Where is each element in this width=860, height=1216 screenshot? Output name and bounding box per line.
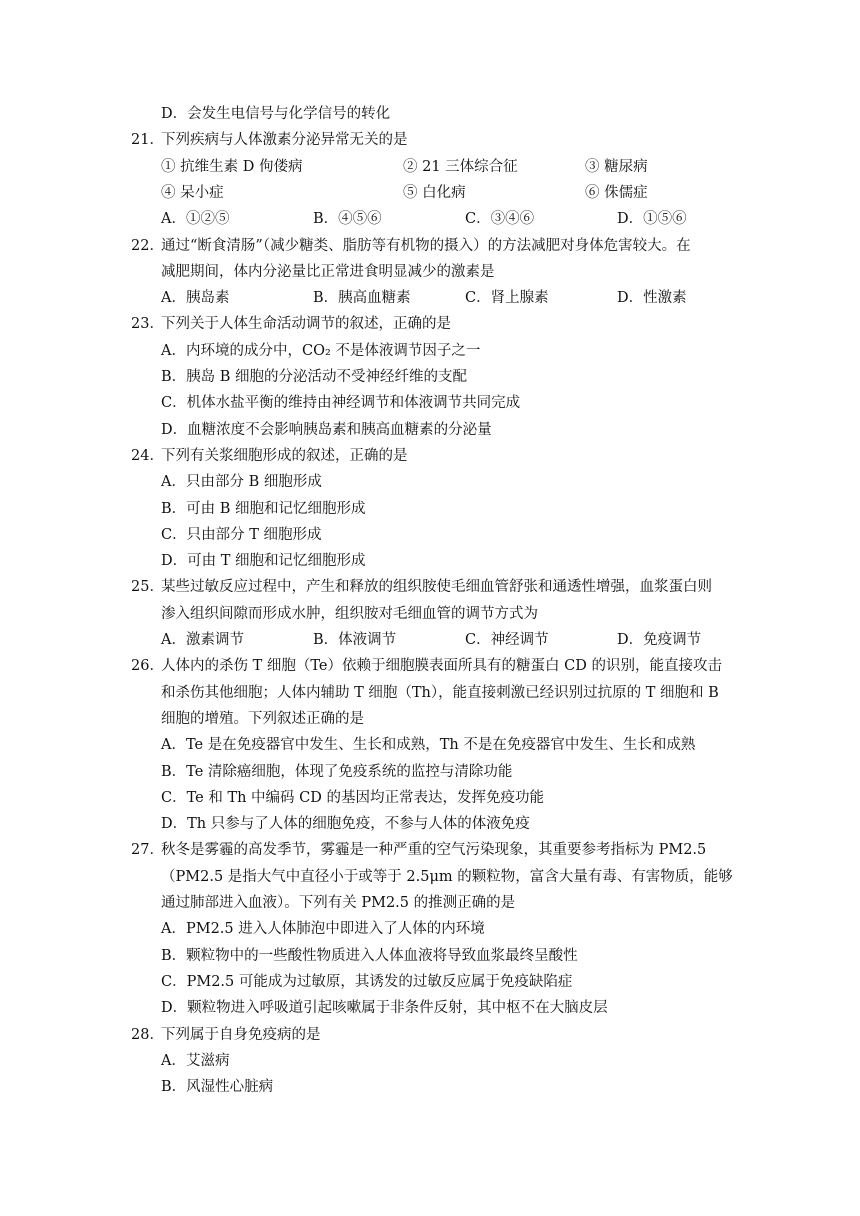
text-line [0,788,860,808]
text-line [0,972,860,992]
question-number: 21． [131,132,164,148]
text-line [0,183,860,203]
text-line [0,893,860,913]
text-line [0,341,860,361]
question-stem-continued: 渗入组织间隙而形成水肿，组织胺对毛细血管的调节方式为 [161,606,538,622]
answer-option: C．Te 和 Th 中编码 CD 的基因均正常表达，发挥免疫功能 [161,790,544,806]
answer-option: C．只由部分 T 细胞形成 [161,527,322,543]
text-line [0,814,860,834]
question-stem-continued: 减肥期间，体内分泌量比正常进食明显减少的激素是 [161,264,495,280]
text-line [0,998,860,1018]
question-stem: 通过“断食清肠”（减少糖类、脂肪等有机物的摄入）的方法减肥对身体危害较大。在 [161,238,691,254]
answer-option: A．激素调节 [161,632,244,648]
question-stem-continued: （PM2.5 是指大气中直径小于或等于 2.5μm 的颗粒物，富含大量有毒、有害物质，能够 [161,869,733,885]
text-line [0,130,860,150]
listed-item: ⑤ 白化病 [403,185,466,201]
answer-option: A．艾滋病 [161,1053,230,1069]
text-line [0,840,860,860]
listed-item: ③ 糖尿病 [585,159,648,175]
answer-option: C．神经调节 [465,632,549,648]
text-line [0,472,860,492]
text-line [0,946,860,966]
question-stem: 人体内的杀伤 T 细胞（Te）依赖于细胞膜表面所具有的糖蛋白 CD 的识别，能直接攻击 [161,658,722,674]
answer-option: A．内环境的成分中，CO₂ 不是体液调节因子之一 [161,343,481,359]
question-number: 22． [131,238,164,254]
text-line [0,1025,860,1045]
question-number: 25． [131,579,164,595]
question-stem: 下列有关浆细胞形成的叙述，正确的是 [161,448,408,464]
question-stem: 下列关于人体生命活动调节的叙述，正确的是 [161,316,451,332]
text-line [0,393,860,413]
text-line [0,656,860,676]
answer-option: D．可由 T 细胞和记忆细胞形成 [161,553,366,569]
answer-option: C．肾上腺素 [465,290,549,306]
question-number: 23． [131,316,164,332]
answer-option: D．会发生电信号与化学信号的转化 [161,106,391,122]
answer-option: B．胰岛 B 细胞的分泌活动不受神经纤维的支配 [161,369,468,385]
text-line [0,288,860,308]
answer-option: D．免疫调节 [617,632,702,648]
text-line [0,1051,860,1071]
text-line [0,551,860,571]
text-line [0,367,860,387]
text-line [0,867,860,887]
text-line [0,604,860,624]
listed-item: ⑥ 侏儒症 [585,185,648,201]
answer-option: D．性激素 [617,290,687,306]
answer-option: B．风湿性心脏病 [161,1079,274,1095]
text-line [0,499,860,519]
listed-item: ① 抗维生素 D 佝偻病 [161,159,303,175]
answer-option: B．④⑤⑥ [313,211,382,227]
text-line [0,525,860,545]
text-line [0,919,860,939]
text-line [0,157,860,177]
answer-option: B．胰高血糖素 [313,290,411,306]
text-line [0,735,860,755]
question-stem: 下列疾病与人体激素分泌异常无关的是 [161,132,408,148]
answer-option: C．机体水盐平衡的维持由神经调节和体液调节共同完成 [161,395,521,411]
answer-option: A．胰岛素 [161,290,230,306]
answer-option: B．可由 B 细胞和记忆细胞形成 [161,501,366,517]
answer-option: A．PM2.5 进入人体肺泡中即进入了人体的内环境 [161,921,485,937]
text-line [0,709,860,729]
text-line [0,262,860,282]
listed-item: ② 21 三体综合征 [403,159,518,175]
answer-option: A．Te 是在免疫器官中发生、生长和成熟，Th 不是在免疫器官中发生、生长和成熟 [161,737,696,753]
answer-option: C．PM2.5 可能成为过敏原，其诱发的过敏反应属于免疫缺陷症 [161,974,573,990]
question-number: 26． [131,658,164,674]
question-stem-continued: 和杀伤其他细胞；人体内辅助 T 细胞（Th），能直接刺激已经识别过抗原的 T 细胞和 B [161,685,719,701]
text-line [0,236,860,256]
answer-option: B．体液调节 [313,632,397,648]
answer-option: A．①②⑤ [161,211,230,227]
question-stem-continued: 通过肺部进入血液）。下列有关 PM2.5 的推测正确的是 [161,895,516,911]
text-line [0,420,860,440]
text-line [0,209,860,229]
answer-option: B．颗粒物中的一些酸性物质进入人体血液将导致血浆最终呈酸性 [161,948,578,964]
text-line [0,1077,860,1097]
question-stem: 某些过敏反应过程中，产生和释放的组织胺使毛细血管舒张和通透性增强，血浆蛋白则 [161,579,712,595]
question-number: 27． [131,842,164,858]
answer-option: B．Te 清除癌细胞，体现了免疫系统的监控与清除功能 [161,764,513,780]
text-line [0,762,860,782]
question-stem: 下列属于自身免疫病的是 [161,1027,321,1043]
question-stem: 秋冬是雾霾的高发季节，雾霾是一种严重的空气污染现象，其重要参考指标为 PM2.5 [161,842,707,858]
answer-option: D．颗粒物进入呼吸道引起咳嗽属于非条件反射，其中枢不在大脑皮层 [161,1000,608,1016]
answer-option: D．血糖浓度不会影响胰岛素和胰高血糖素的分泌量 [161,422,492,438]
answer-option: D．Th 只参与了人体的细胞免疫，不参与人体的体液免疫 [161,816,530,832]
text-line [0,683,860,703]
text-line [0,577,860,597]
text-line [0,314,860,334]
listed-item: ④ 呆小症 [161,185,224,201]
text-line [0,104,860,124]
question-stem-continued: 细胞的增殖。下列叙述正确的是 [161,711,364,727]
question-number: 24． [131,448,164,464]
answer-option: D．①⑤⑥ [617,211,687,227]
answer-option: A．只由部分 B 细胞形成 [161,474,322,490]
answer-option: C．③④⑥ [465,211,535,227]
text-line [0,630,860,650]
text-line [0,446,860,466]
question-number: 28． [131,1027,164,1043]
